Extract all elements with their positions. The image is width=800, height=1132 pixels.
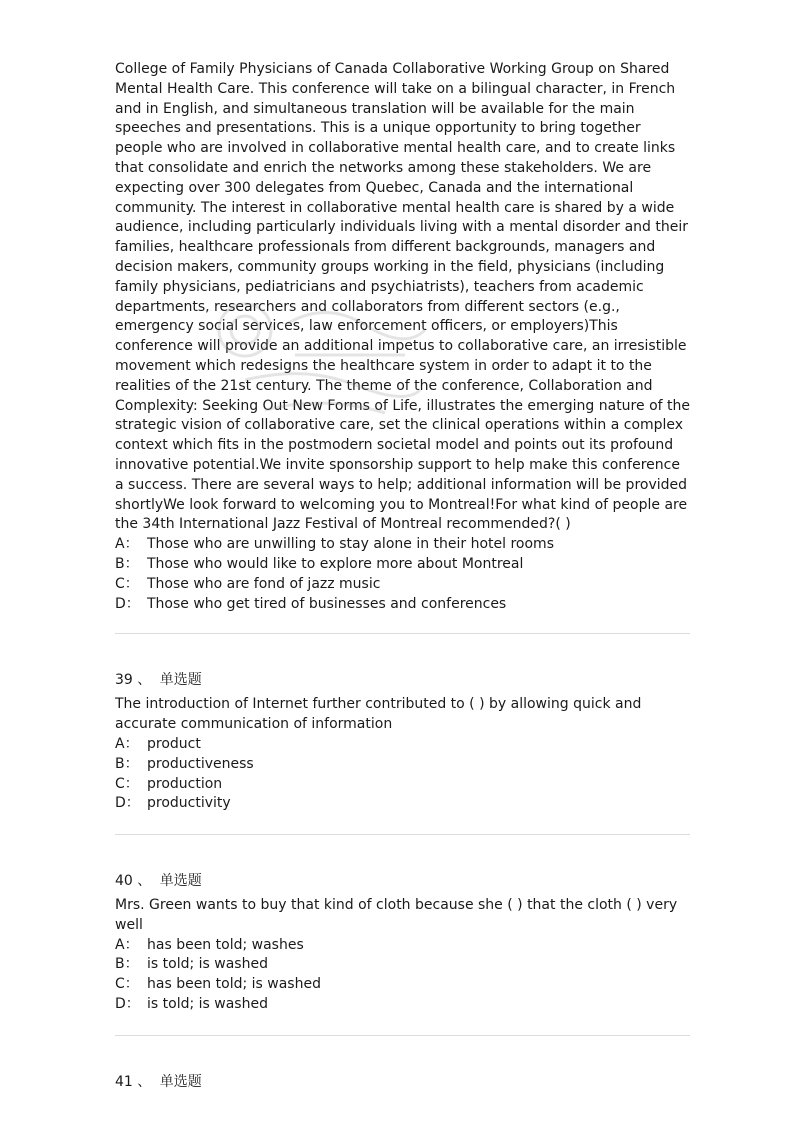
option-text: Those who get tired of businesses and conferences [147,595,507,612]
option-text: product [147,735,201,752]
option-letter: C： [115,775,139,792]
option-letter: A： [115,735,139,752]
question-divider [115,633,690,634]
option-b[interactable] [115,955,690,975]
option-letter: D： [115,595,140,612]
question-separator: 、 [137,873,152,890]
question-divider [115,1035,690,1036]
option-c[interactable] [115,575,690,595]
question-type: 单选题 [159,672,202,689]
question-header [115,871,690,891]
option-a[interactable] [115,735,690,755]
option-letter: A： [115,936,139,953]
question-separator: 、 [137,672,152,689]
question-number: 39 [115,672,133,689]
question-38-passage: College of Family Physicians of Canada Collaborative Working Group on Shared Mental Health Care. This conference will take on a bilingual character, in French and in English, and simultaneous translation will be available for the main speeches and presentations. This is a unique opportunity to bring together people who are involved in collaborative mental health care, and to create links that consolidate and enrich the networks among these stakeholders. We are expecting over 300 delegates from Quebec, Canada and the international community. The interest in collaborative mental health care is shared by a wide audience, including particularly individuals living with a mental disorder and their families, healthcare professionals from different backgrounds, managers and decision makers, community groups working in the field, physicians (including family physicians, pediatricians and psychiatrists), teachers from academic departments, researchers and collaborators from different sectors (e.g., emergency social services, law enforcement officers, or employers)This conference will provide an additional impetus to collaborative care, an irresistible movement which redesigns the healthcare system in order to adapt it to the realities of the 21st century. The theme of the conference, Collaboration and Complexity: Seeking Out New Forms of Life, illustrates the emerging nature of the strategic vision of collaborative care, set the clinical operations within a complex context which fits in the postmodern societal model and points out its profound innovative potential.We invite sponsorship support to help make this conference a success. There are several ways to help; additional information will be provided shortlyWe look forward to welcoming you to Montreal!For what kind of people are the 34th International Jazz Festival of Montreal recommended?( ) [115,61,690,533]
exam-page [115,60,690,1092]
option-c[interactable] [115,775,690,795]
option-c[interactable] [115,975,690,995]
option-letter: A： [115,536,139,553]
option-text: Those who are fond of jazz music [147,575,381,592]
option-text: Those who would like to explore more about Montreal [147,555,524,572]
option-letter: B： [115,956,139,973]
option-b[interactable] [115,555,690,575]
question-text: Mrs. Green wants to buy that kind of cloth because she ( ) that the cloth ( ) very well [115,897,678,933]
question-40-options [115,936,690,1015]
option-text: Those who are unwilling to stay alone in their hotel rooms [147,536,554,553]
question-38 [115,60,690,614]
option-letter: D： [115,996,140,1013]
option-text: has been told; is washed [147,976,321,993]
option-d[interactable] [115,995,690,1015]
option-text: has been told; washes [147,936,304,953]
option-letter: D： [115,795,140,812]
option-b[interactable] [115,755,690,775]
question-text: The introduction of Internet further contributed to ( ) by allowing quick and accurate communication of information [115,696,642,733]
question-header [115,670,690,690]
option-text: production [147,775,223,792]
question-type: 单选题 [159,873,202,890]
option-text: is told; is washed [147,956,268,973]
question-separator: 、 [137,1073,152,1090]
question-39-options [115,735,690,814]
question-40 [115,871,690,1015]
option-text: productiveness [147,755,254,772]
option-a[interactable] [115,936,690,956]
option-a[interactable] [115,535,690,555]
option-text: is told; is washed [147,996,268,1013]
question-38-options [115,535,690,614]
option-letter: B： [115,755,139,772]
question-divider [115,834,690,835]
question-number: 40 [115,873,133,890]
question-41 [115,1072,690,1092]
question-number: 41 [115,1073,133,1090]
question-header [115,1072,690,1092]
question-39 [115,670,690,814]
option-text: productivity [147,795,231,812]
option-d[interactable] [115,794,690,814]
option-letter: B： [115,555,139,572]
question-type: 单选题 [159,1073,202,1090]
option-d[interactable] [115,595,690,615]
option-letter: C： [115,976,139,993]
option-letter: C： [115,575,139,592]
